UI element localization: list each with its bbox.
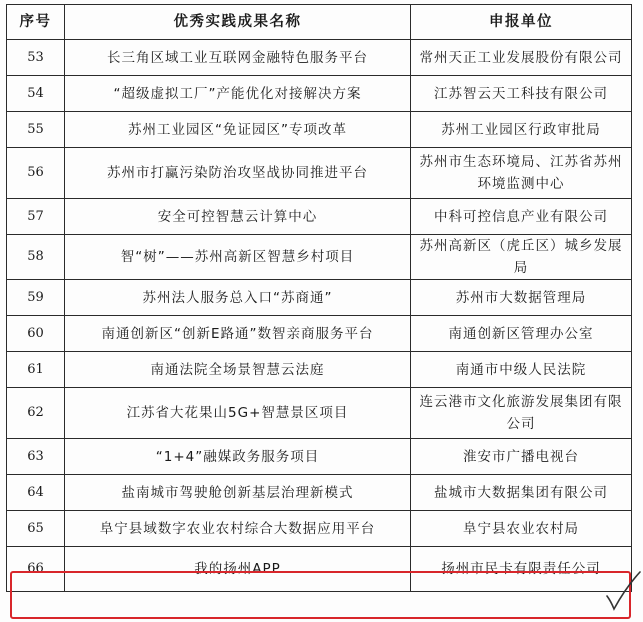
row-unit: 南通市中级人民法院 [411,352,632,388]
table-row [7,199,632,235]
row-unit: 阜宁县农业农村局 [411,511,632,547]
row-name: 苏州市打赢污染防治攻坚战协同推进平台 [65,148,411,199]
row-name: 江苏省大花果山5G+智慧景区项目 [65,388,411,439]
row-no: 54 [7,76,65,112]
table-row [7,475,632,511]
row-name: 盐南城市驾驶舱创新基层治理新模式 [65,475,411,511]
header-name: 优秀实践成果名称 [65,5,411,40]
row-unit: 中科可控信息产业有限公司 [411,199,632,235]
row-unit: 南通创新区管理办公室 [411,316,632,352]
row-unit: 江苏智云天工科技有限公司 [411,76,632,112]
table-row [7,280,632,316]
row-unit: 常州天正工业发展股份有限公司 [411,40,632,76]
row-no: 62 [7,388,65,439]
row-no: 53 [7,40,65,76]
row-name: 苏州法人服务总入口“苏商通” [65,280,411,316]
table-row [7,439,632,475]
table-row [7,352,632,388]
row-name: 智“树”——苏州高新区智慧乡村项目 [65,235,411,280]
row-no: 65 [7,511,65,547]
table-row [7,388,632,439]
row-name: 我的扬州APP [65,547,411,592]
row-unit: 淮安市广播电视台 [411,439,632,475]
row-name: “1+4”融媒政务服务项目 [65,439,411,475]
header-row [7,5,632,40]
row-name: “超级虚拟工厂”产能优化对接解决方案 [65,76,411,112]
table-row [7,235,632,280]
table-row [7,76,632,112]
checkmark-icon [604,570,642,614]
table-row-highlighted [7,547,632,592]
row-no: 64 [7,475,65,511]
header-no: 序号 [7,5,65,40]
results-table [6,4,632,592]
row-unit: 连云港市文化旅游发展集团有限公司 [411,388,632,439]
table-row [7,112,632,148]
row-no: 55 [7,112,65,148]
row-name: 长三角区域工业互联网金融特色服务平台 [65,40,411,76]
row-no: 61 [7,352,65,388]
row-unit: 苏州高新区（虎丘区）城乡发展局 [411,235,632,280]
table-row [7,40,632,76]
row-name: 阜宁县域数字农业农村综合大数据应用平台 [65,511,411,547]
row-name: 安全可控智慧云计算中心 [65,199,411,235]
row-no: 63 [7,439,65,475]
row-no: 56 [7,148,65,199]
row-unit: 苏州市大数据管理局 [411,280,632,316]
table-row [7,316,632,352]
row-unit: 盐城市大数据集团有限公司 [411,475,632,511]
row-no: 60 [7,316,65,352]
row-name: 南通法院全场景智慧云法庭 [65,352,411,388]
row-name: 南通创新区“创新E路通”数智亲商服务平台 [65,316,411,352]
row-no: 58 [7,235,65,280]
row-unit: 苏州市生态环境局、江苏省苏州环境监测中心 [411,148,632,199]
row-name: 苏州工业园区“免证园区”专项改革 [65,112,411,148]
table-row [7,511,632,547]
row-no: 66 [7,547,65,592]
header-unit: 申报单位 [411,5,632,40]
table-row [7,148,632,199]
row-unit: 苏州工业园区行政审批局 [411,112,632,148]
row-unit: 扬州市民卡有限责任公司 [411,547,632,592]
row-no: 59 [7,280,65,316]
row-no: 57 [7,199,65,235]
